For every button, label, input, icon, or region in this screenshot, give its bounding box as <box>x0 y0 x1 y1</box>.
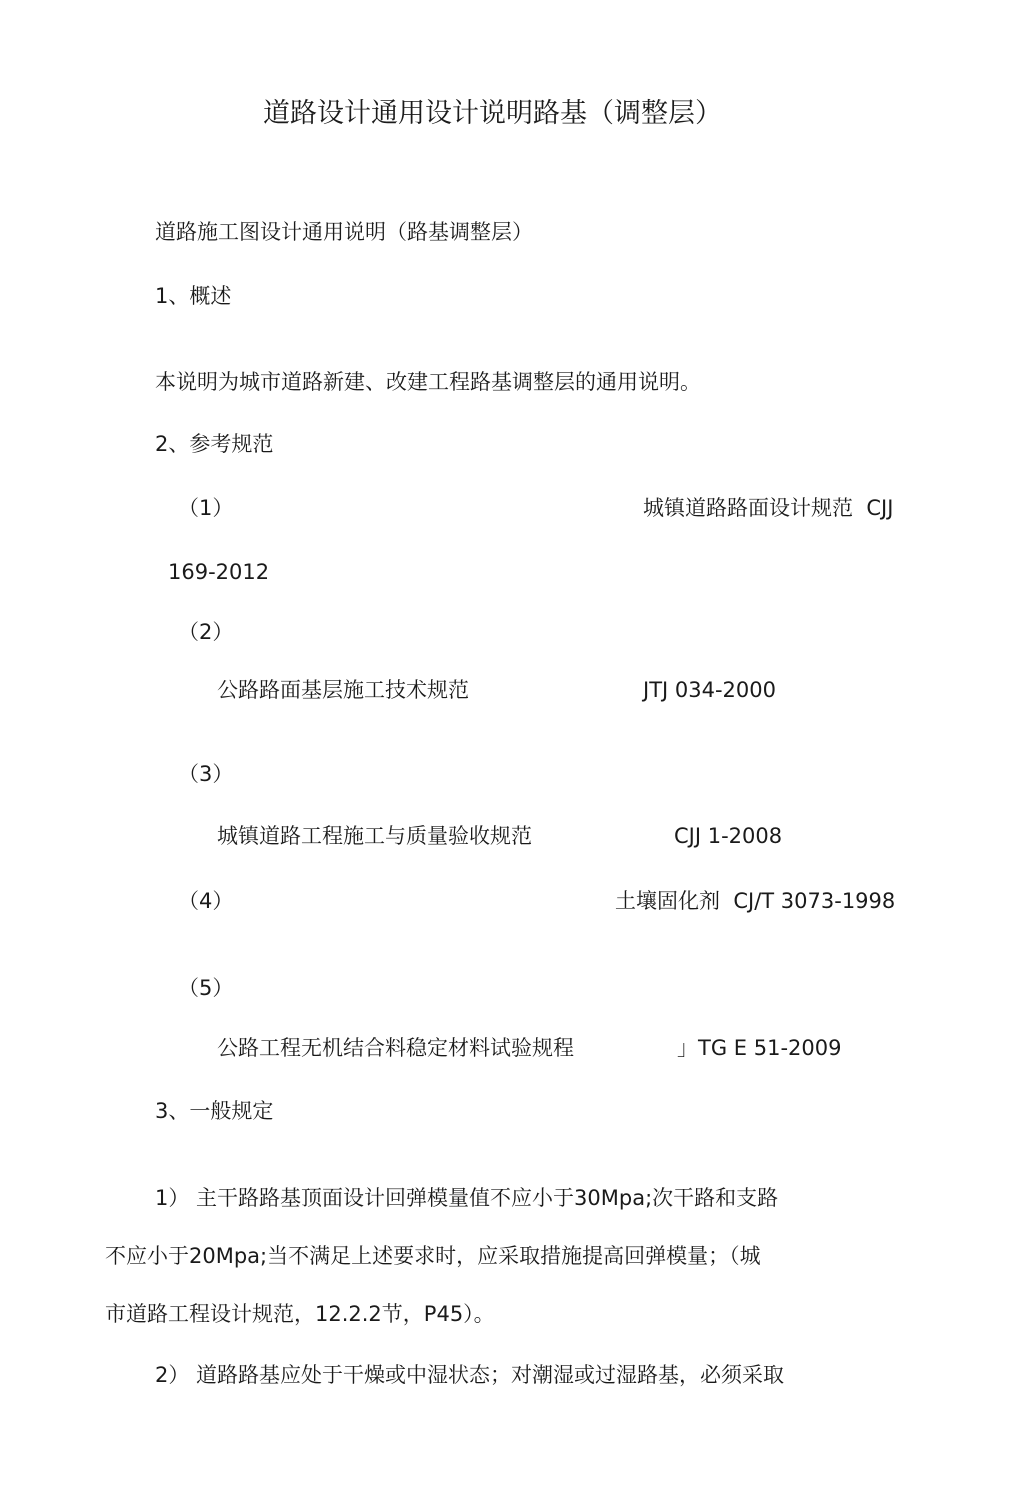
reference-1-name: 城镇道路路面设计规范 CJJ <box>643 496 894 520</box>
reference-1-code-continued: 169-2012 <box>168 560 270 584</box>
rule-1-line-2: 不应小于20Mpa;当不满足上述要求时，应采取措施提高回弹模量；（城 <box>105 1244 761 1268</box>
reference-2-number: （2） <box>178 620 234 644</box>
rule-2-line-1: 2） 道路路基应处于干燥或中湿状态；对潮湿或过湿路基，必须采取 <box>155 1363 785 1387</box>
reference-3-number: （3） <box>178 762 234 786</box>
reference-1-code: CJJ <box>866 496 894 520</box>
section-3-heading: 3、一般规定 <box>155 1099 274 1123</box>
document-subtitle: 道路施工图设计通用说明（路基调整层） <box>155 220 533 244</box>
section-2-heading: 2、参考规范 <box>155 432 274 456</box>
reference-4-number: （4） <box>178 889 234 913</box>
reference-5-name: 公路工程无机结合料稳定材料试验规程 <box>217 1036 574 1060</box>
reference-2-name: 公路路面基层施工技术规范 <box>217 678 469 702</box>
reference-3-code: CJJ 1-2008 <box>674 824 783 848</box>
document-title: 道路设计通用设计说明路基（调整层） <box>263 98 722 129</box>
section-1-paragraph: 本说明为城市道路新建、改建工程路基调整层的通用说明。 <box>155 370 701 394</box>
reference-5-number: （5） <box>178 976 234 1000</box>
reference-3-name: 城镇道路工程施工与质量验收规范 <box>217 824 532 848</box>
section-1-heading: 1、概述 <box>155 284 232 308</box>
reference-4-name: 土壤固化剂 CJ/T 3073-1998 <box>615 889 896 913</box>
reference-1-number: （1） <box>178 496 234 520</box>
reference-5-code: 」TG E 51-2009 <box>677 1036 842 1060</box>
rule-1-line-3: 市道路工程设计规范，12.2.2节，P45）。 <box>105 1302 495 1326</box>
rule-1-line-1: 1） 主干路路基顶面设计回弹模量值不应小于30Mpa;次干路和支路 <box>155 1186 779 1210</box>
reference-4-code: CJ/T 3073-1998 <box>733 889 896 913</box>
reference-2-code: JTJ 034-2000 <box>643 678 776 702</box>
